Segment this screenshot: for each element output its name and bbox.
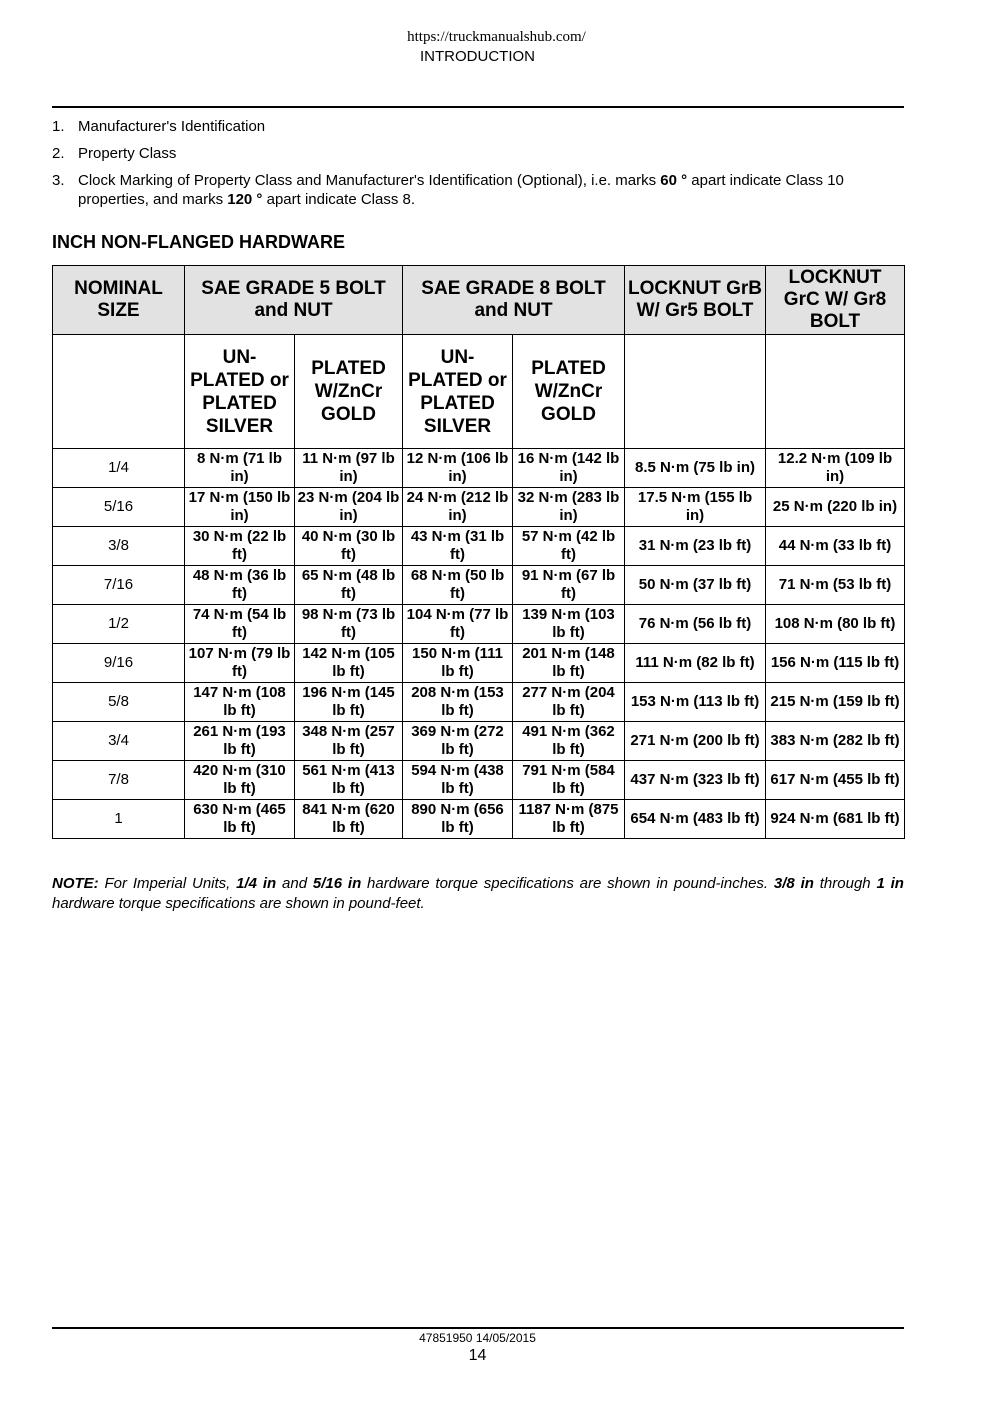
torque-value-cell: 369 N·m (272 lb ft) (403, 722, 513, 761)
torque-value-cell: 111 N·m (82 lb ft) (625, 644, 766, 683)
torque-value-cell: 98 N·m (73 lb ft) (295, 605, 403, 644)
torque-value-cell: 40 N·m (30 lb ft) (295, 527, 403, 566)
torque-value-cell: 491 N·m (362 lb ft) (513, 722, 625, 761)
torque-value-cell: 12.2 N·m (109 lb in) (766, 449, 905, 488)
subheader-cell (625, 335, 766, 449)
torque-value-cell: 76 N·m (56 lb ft) (625, 605, 766, 644)
nominal-size-cell: 1 (53, 800, 185, 839)
torque-value-cell: 107 N·m (79 lb ft) (185, 644, 295, 683)
torque-value-cell: 271 N·m (200 lb ft) (625, 722, 766, 761)
torque-value-cell: 215 N·m (159 lb ft) (766, 683, 905, 722)
torque-value-cell: 277 N·m (204 lb ft) (513, 683, 625, 722)
note-paragraph: NOTE: For Imperial Units, 1/4 in and 5/16 in hardware torque specifications are shown in pound-inches. 3/8 in through 1 in hardware torque specifications are shown in pound-feet. (52, 875, 904, 912)
table-row (53, 449, 905, 488)
torque-value-cell: 17 N·m (150 lb in) (185, 488, 295, 527)
torque-value-cell: 11 N·m (97 lb in) (295, 449, 403, 488)
torque-value-cell: 74 N·m (54 lb ft) (185, 605, 295, 644)
subheader-cell (766, 335, 905, 449)
torque-value-cell: 71 N·m (53 lb ft) (766, 566, 905, 605)
table-row (53, 761, 905, 800)
torque-value-cell: 791 N·m (584 lb ft) (513, 761, 625, 800)
torque-value-cell: 104 N·m (77 lb ft) (403, 605, 513, 644)
list-item (52, 144, 904, 163)
list-item-text: Property Class (78, 145, 177, 162)
header-url: https://truckmanualshub.com/ (407, 29, 586, 45)
subheader-cell (53, 335, 185, 449)
torque-value-cell: 150 N·m (111 lb ft) (403, 644, 513, 683)
torque-value-cell: 91 N·m (67 lb ft) (513, 566, 625, 605)
torque-value-cell: 890 N·m (656 lb ft) (403, 800, 513, 839)
torque-value-cell: 630 N·m (465 lb ft) (185, 800, 295, 839)
torque-value-cell: 30 N·m (22 lb ft) (185, 527, 295, 566)
torque-value-cell: 57 N·m (42 lb ft) (513, 527, 625, 566)
torque-value-cell: 208 N·m (153 lb ft) (403, 683, 513, 722)
table-header-row (53, 266, 905, 335)
torque-value-cell: 24 N·m (212 lb in) (403, 488, 513, 527)
torque-value-cell: 654 N·m (483 lb ft) (625, 800, 766, 839)
torque-value-cell: 156 N·m (115 lb ft) (766, 644, 905, 683)
torque-value-cell: 68 N·m (50 lb ft) (403, 566, 513, 605)
section-title: INCH NON-FLANGED HARDWARE (52, 232, 345, 252)
header-rule (52, 106, 904, 108)
torque-value-cell: 924 N·m (681 lb ft) (766, 800, 905, 839)
torque-value-cell: 841 N·m (620 lb ft) (295, 800, 403, 839)
list-item (52, 117, 904, 136)
table-row (53, 683, 905, 722)
list-item-number: 2. (52, 145, 65, 162)
torque-value-cell: 25 N·m (220 lb in) (766, 488, 905, 527)
torque-value-cell: 201 N·m (148 lb ft) (513, 644, 625, 683)
table-row (53, 488, 905, 527)
header-section-title: INTRODUCTION (420, 48, 535, 65)
nominal-size-cell: 3/4 (53, 722, 185, 761)
torque-value-cell: 8.5 N·m (75 lb in) (625, 449, 766, 488)
torque-value-cell: 31 N·m (23 lb ft) (625, 527, 766, 566)
torque-value-cell: 420 N·m (310 lb ft) (185, 761, 295, 800)
torque-value-cell: 561 N·m (413 lb ft) (295, 761, 403, 800)
torque-value-cell: 348 N·m (257 lb ft) (295, 722, 403, 761)
torque-value-cell: 108 N·m (80 lb ft) (766, 605, 905, 644)
list-item-number: 1. (52, 118, 65, 135)
torque-value-cell: 617 N·m (455 lb ft) (766, 761, 905, 800)
torque-value-cell: 8 N·m (71 lb in) (185, 449, 295, 488)
torque-value-cell: 196 N·m (145 lb ft) (295, 683, 403, 722)
nominal-size-cell: 7/16 (53, 566, 185, 605)
subheader-cell: UN-PLATED or PLATED SILVER (403, 335, 513, 449)
torque-value-cell: 594 N·m (438 lb ft) (403, 761, 513, 800)
table-row (53, 800, 905, 839)
table-row (53, 605, 905, 644)
torque-value-cell: 261 N·m (193 lb ft) (185, 722, 295, 761)
nominal-size-cell: 7/8 (53, 761, 185, 800)
nominal-size-cell: 3/8 (53, 527, 185, 566)
subheader-cell: PLATED W/ZnCr GOLD (513, 335, 625, 449)
column-header: LOCKNUT GrC W/ Gr8 BOLT (766, 266, 905, 335)
torque-value-cell: 16 N·m (142 lb in) (513, 449, 625, 488)
numbered-list (52, 117, 904, 217)
torque-value-cell: 17.5 N·m (155 lb in) (625, 488, 766, 527)
torque-value-cell: 48 N·m (36 lb ft) (185, 566, 295, 605)
column-header: LOCKNUT GrB W/ Gr5 BOLT (625, 266, 766, 335)
torque-value-cell: 23 N·m (204 lb in) (295, 488, 403, 527)
subheader-cell: PLATED W/ZnCr GOLD (295, 335, 403, 449)
nominal-size-cell: 5/8 (53, 683, 185, 722)
torque-value-cell: 153 N·m (113 lb ft) (625, 683, 766, 722)
subheader-cell: UN-PLATED or PLATED SILVER (185, 335, 295, 449)
list-item-number: 3. (52, 172, 65, 189)
list-item (52, 171, 904, 209)
nominal-size-cell: 1/4 (53, 449, 185, 488)
page-number: 14 (468, 1347, 487, 1364)
column-header: NOMINAL SIZE (53, 266, 185, 335)
torque-table (52, 265, 905, 839)
column-header: SAE GRADE 5 BOLT and NUT (185, 266, 403, 335)
torque-value-cell: 44 N·m (33 lb ft) (766, 527, 905, 566)
table-row (53, 527, 905, 566)
torque-value-cell: 1187 N·m (875 lb ft) (513, 800, 625, 839)
torque-value-cell: 32 N·m (283 lb in) (513, 488, 625, 527)
table-subheader-row (53, 335, 905, 449)
table-row (53, 644, 905, 683)
nominal-size-cell: 5/16 (53, 488, 185, 527)
torque-value-cell: 12 N·m (106 lb in) (403, 449, 513, 488)
torque-value-cell: 65 N·m (48 lb ft) (295, 566, 403, 605)
list-item-text: Manufacturer's Identification (78, 118, 266, 135)
nominal-size-cell: 9/16 (53, 644, 185, 683)
table-row (53, 566, 905, 605)
footer-doc-code: 47851950 14/05/2015 (419, 1331, 536, 1345)
torque-value-cell: 50 N·m (37 lb ft) (625, 566, 766, 605)
column-header: SAE GRADE 8 BOLT and NUT (403, 266, 625, 335)
torque-value-cell: 139 N·m (103 lb ft) (513, 605, 625, 644)
torque-value-cell: 383 N·m (282 lb ft) (766, 722, 905, 761)
torque-value-cell: 142 N·m (105 lb ft) (295, 644, 403, 683)
torque-value-cell: 437 N·m (323 lb ft) (625, 761, 766, 800)
footer-rule (52, 1327, 904, 1329)
torque-value-cell: 43 N·m (31 lb ft) (403, 527, 513, 566)
table-row (53, 722, 905, 761)
torque-value-cell: 147 N·m (108 lb ft) (185, 683, 295, 722)
list-item-text: Clock Marking of Property Class and Manufacturer's Identification (Optional), i.e. marks 60 ° apart indicate Class 10 properties, and marks 120 ° apart indicate Class 8. (78, 172, 844, 208)
nominal-size-cell: 1/2 (53, 605, 185, 644)
